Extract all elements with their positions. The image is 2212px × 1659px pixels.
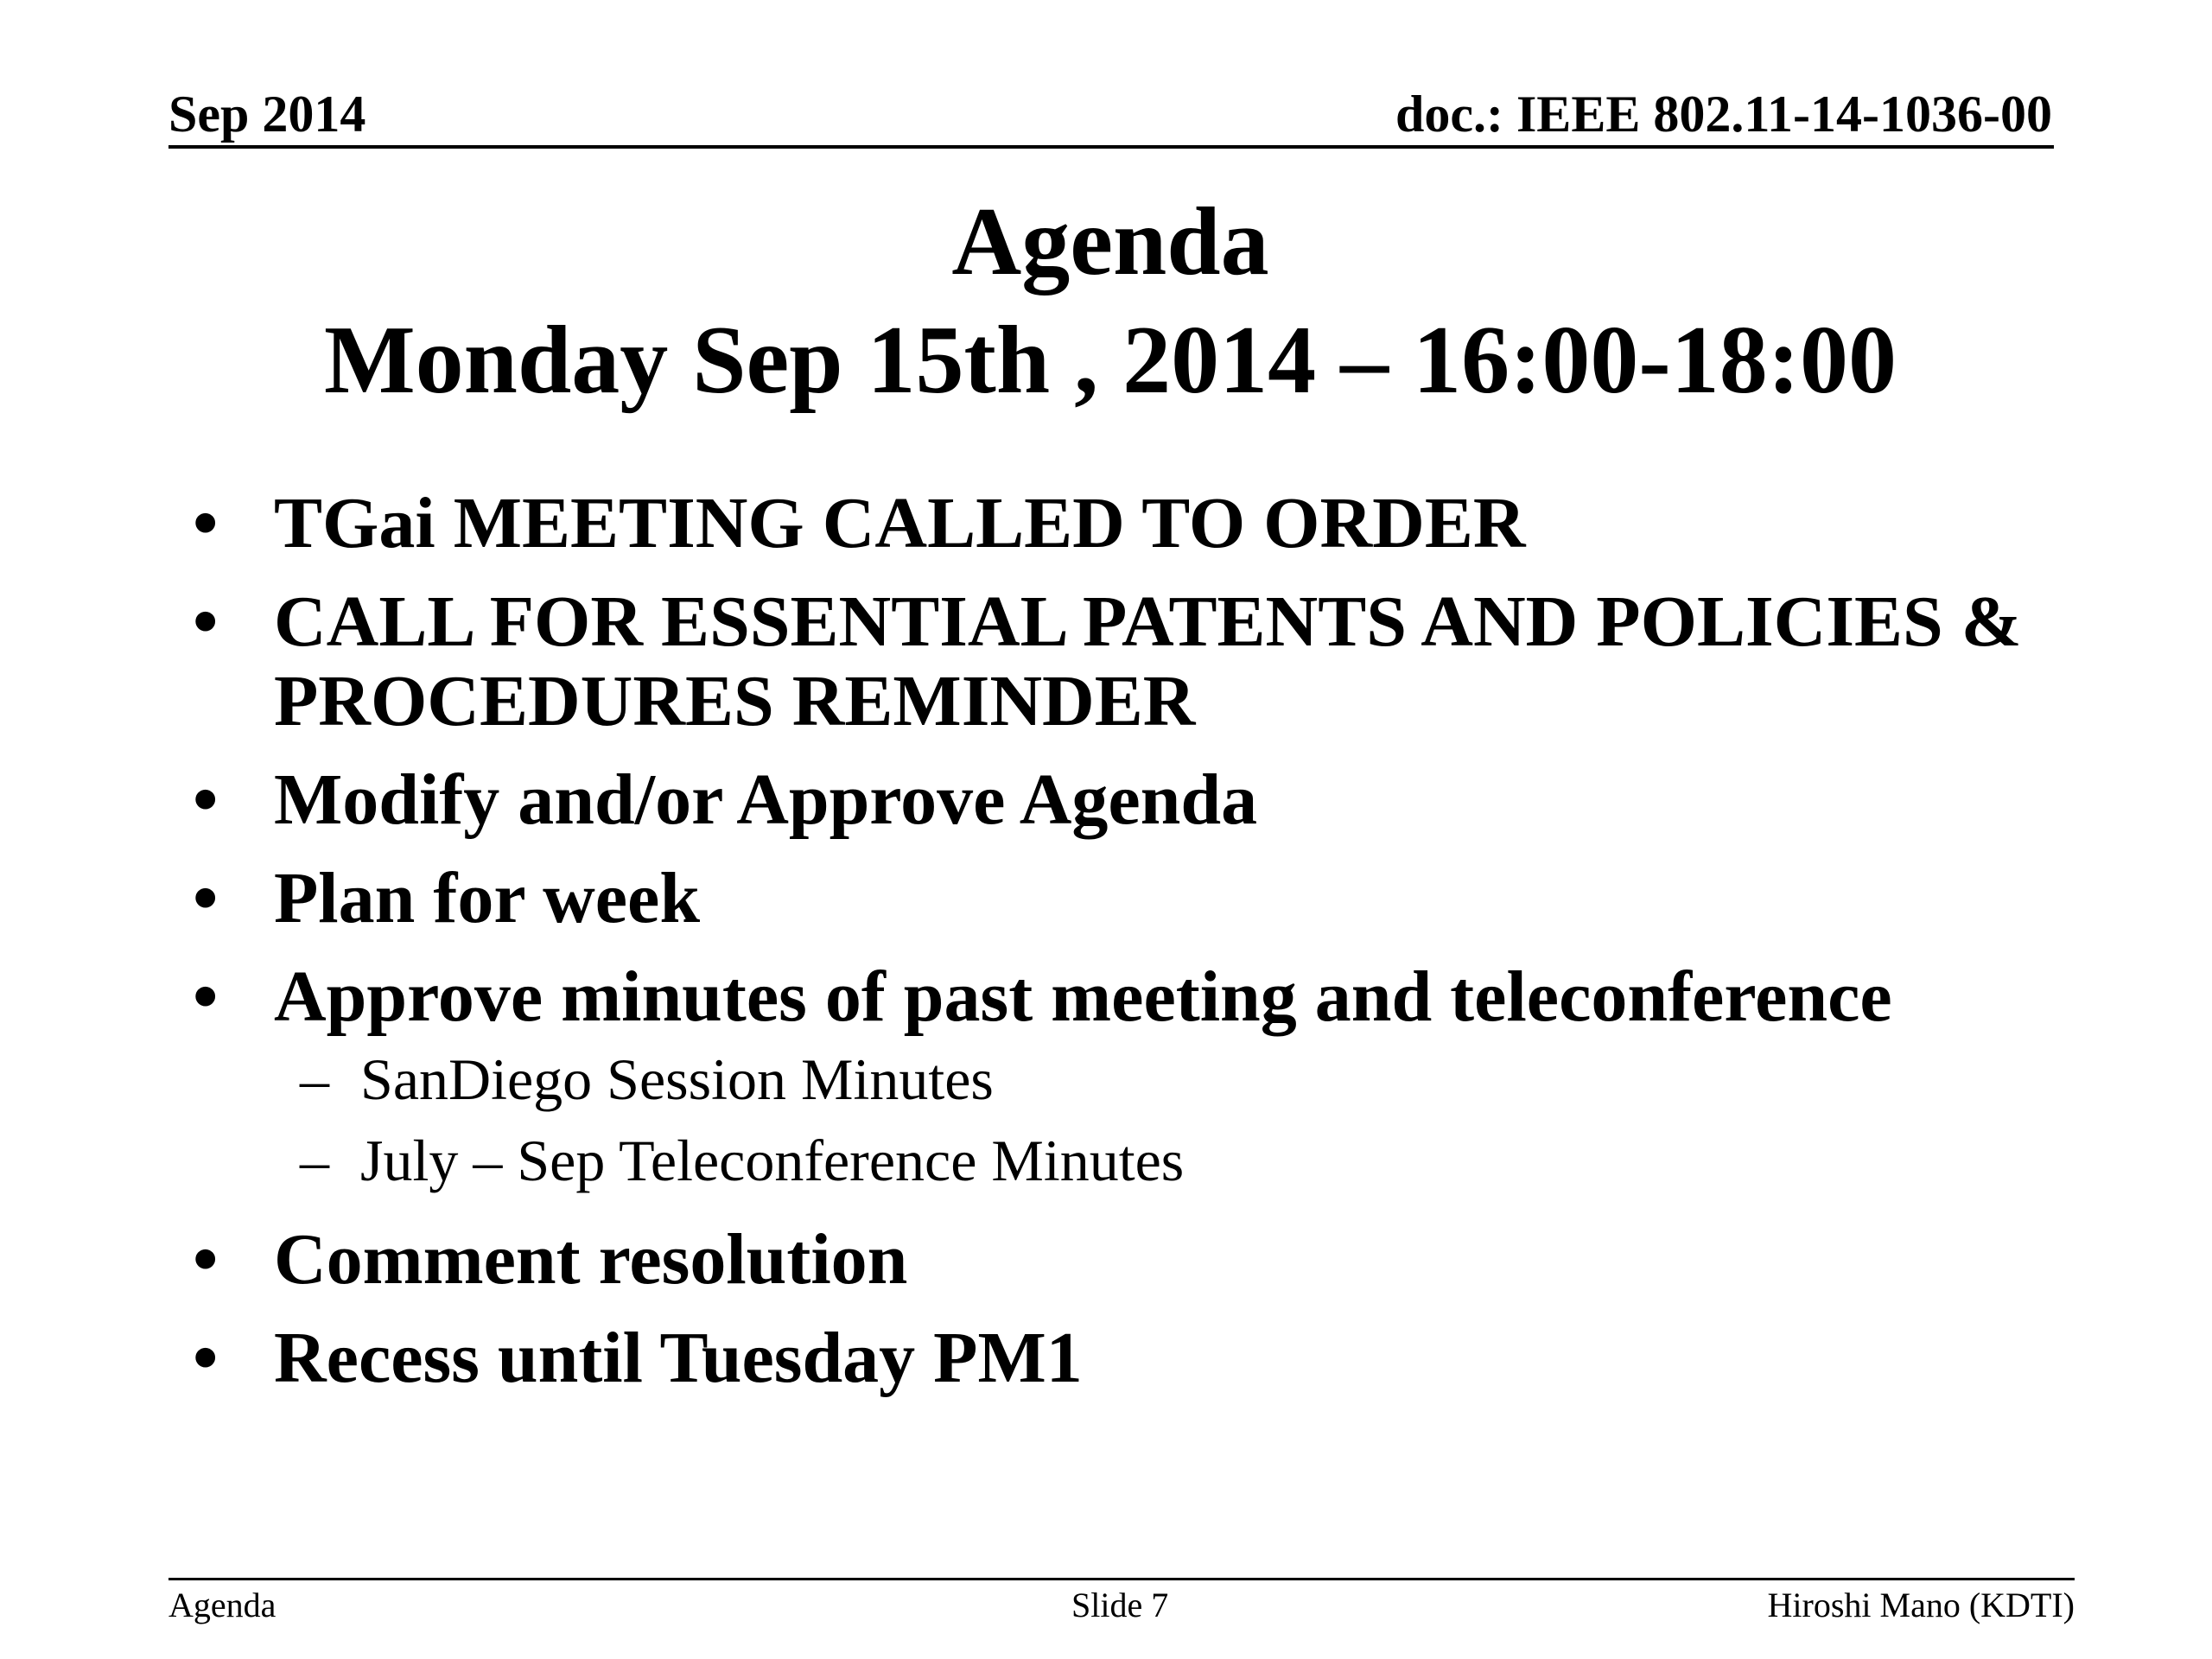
footer-author: Hiroshi Mano (KDTI) <box>1767 1586 2075 1624</box>
sub-agenda-item-text: SanDiego Session Minutes <box>360 1046 994 1112</box>
bullet-icon: • <box>193 858 219 938</box>
bullet-icon: • <box>193 760 219 840</box>
slide-subtitle-date-time: Monday Sep 15th , 2014 – 16:00-18:00 <box>323 307 1897 414</box>
slide-header <box>168 83 2052 145</box>
bullet-icon: • <box>193 483 219 563</box>
agenda-item <box>168 484 2069 563</box>
header-date: Sep 2014 <box>168 86 366 143</box>
agenda-item <box>168 1319 2069 1398</box>
bullet-icon: • <box>193 1219 219 1300</box>
agenda-item-text: Approve minutes of past meeting and teleconference <box>274 957 1892 1037</box>
sub-agenda-item <box>265 1120 2069 1201</box>
agenda-list <box>168 484 2069 1417</box>
minutes-sub-list <box>274 1039 2069 1201</box>
bullet-icon: • <box>193 1318 219 1398</box>
agenda-item-text: Modify and/or Approve Agenda <box>274 760 1258 840</box>
bullet-icon: • <box>193 957 219 1037</box>
footer-slide-number: Slide 7 <box>1071 1586 1169 1624</box>
footer-divider <box>168 1578 2075 1580</box>
agenda-item <box>168 760 2069 840</box>
agenda-item-text: Comment resolution <box>274 1219 908 1300</box>
agenda-item <box>168 859 2069 938</box>
dash-icon: – <box>300 1046 329 1112</box>
bullet-icon: • <box>193 582 219 662</box>
dash-icon: – <box>300 1128 329 1193</box>
agenda-item <box>168 957 2069 1201</box>
footer-section-label: Agenda <box>168 1586 276 1624</box>
slide-title: Agenda <box>951 188 1269 296</box>
header-doc-id: doc.: IEEE 802.11-14-1036-00 <box>1395 86 2052 143</box>
agenda-item-text: TGai MEETING CALLED TO ORDER <box>274 483 1526 563</box>
agenda-item-text: Plan for week <box>274 858 701 938</box>
agenda-item-text: CALL FOR ESSENTIAL PATENTS AND POLICIES & PROCEDURES REMINDER <box>274 582 2022 741</box>
slide-footer <box>168 1585 2075 1626</box>
agenda-item <box>168 582 2069 741</box>
agenda-item-text: Recess until Tuesday PM1 <box>274 1318 1083 1398</box>
agenda-item <box>168 1220 2069 1300</box>
sub-agenda-item-text: July – Sep Teleconference Minutes <box>360 1128 1185 1193</box>
sub-agenda-item <box>265 1039 2069 1120</box>
header-divider <box>168 145 2054 149</box>
